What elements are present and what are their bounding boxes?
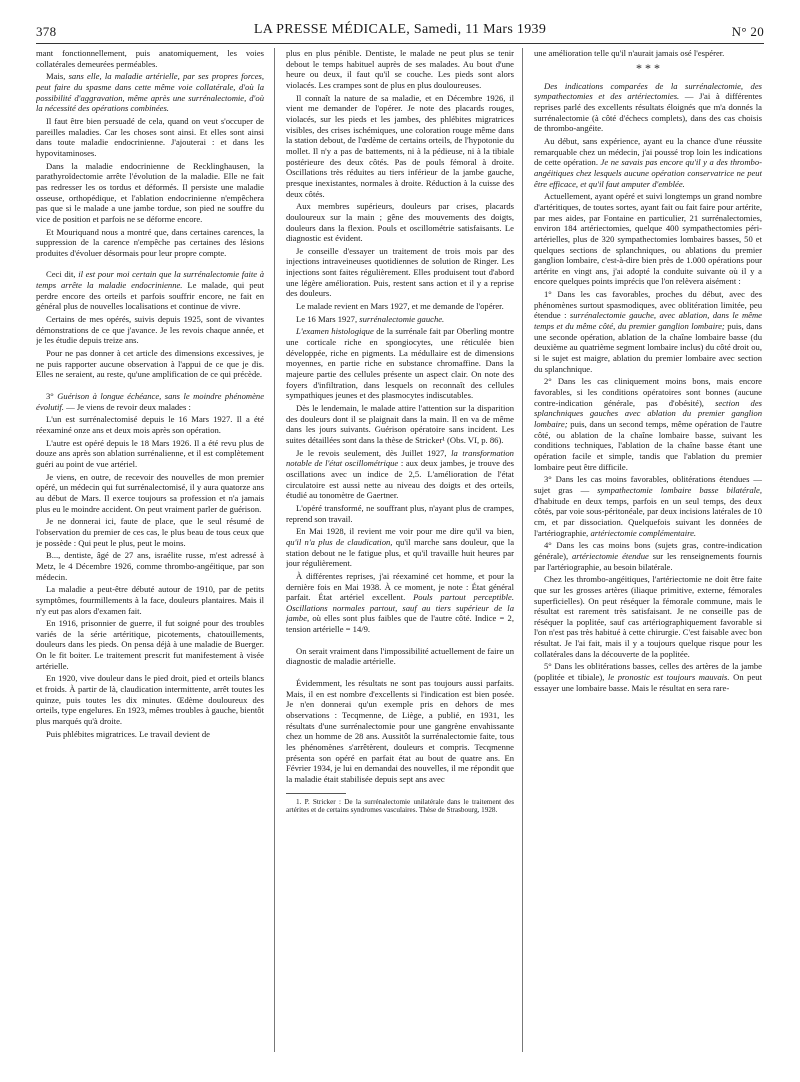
paragraph: Je conseille d'essayer un traitement de trois mois par des injections intraveineuses quotidiennes de solution de Ringer. Les injections sont faites régulièrement. Elles produisent tout d'abord une légère amélioration. Puis, restent sans action et il y a reprise des douleurs.: [286, 245, 514, 299]
column-divider-right: [522, 48, 523, 1052]
paragraph: En Mai 1928, il revient me voir pour me dire qu'il va bien, qu'il n'a plus de claudication, qu'il marche sans douleur, que la station debout ne le fatigue plus, et qu'il travaille huit heures par jour régulièrement.: [286, 526, 514, 569]
paragraph: 1° Dans les cas favorables, proches du début, avec des phénomènes surtout spasmodiques, avec oblitération limitée, peu étendue : surrénalectomie gauche, avec ablation, dans le même temps et du même côté, du premier ganglion lombaire; puis, dans une seconde opération, ablation de la chaîne lombaire basse (du deuxième au quatrième segment lombaire inclus) du côté droit ou, si le sujet est maigre, ablation du premier lombaire avec section du splanchnique.: [534, 289, 762, 374]
column-divider-left: [274, 48, 275, 1052]
paragraph: mant fonctionnellement, puis anatomiquement, les voies collatérales demeurées perméables.: [36, 48, 264, 69]
paragraph: La maladie a peut-être débuté autour de 1910, par de petits symptômes, fourmillements à la face, douleurs plantaires. Mais il n'y eut pas alors d'examen fait.: [36, 584, 264, 616]
paragraph: L'examen histologique de la surrénale fait par Oberling montre une corticale riche en spongiocytes, une réticulée bien développée, riche en pigments. La médullaire est de dimensions moyennes, en partie riche en substance chromaffine. Dans la majeure partie des cellules présente un aspect clair. On note des foyers d'infiltration, dans lesquels on reconnaît des cellules sympathiques jeunes et des plasmocytes indiscutables.: [286, 326, 514, 401]
paragraph: Mais, sans elle, la maladie artérielle, par ses propres forces, peut faire du spasme dans cette même voie collatérale, d'où la possibilité d'aggravation, même après une surrénalectomie, d'où la nécessité des opérations combinées.: [36, 71, 264, 114]
paragraph: Je viens, en outre, de recevoir des nouvelles de mon premier opéré, un médecin qui fut surrénalectomisé, il y aura quatorze ans au début de Mars. Il exerce toujours sa profession et n'a jamais plus eu le moindre accident. On peut vraiment parler de guérison.: [36, 471, 264, 514]
paragraph: Au début, sans expérience, ayant eu la chance d'une réussite remarquable chez un médecin, j'ai poussé trop loin les indications de cette opération. Je ne savais pas encore qu'il y a des thrombo-angéitiques chez lesquels aucune opération conservatrice ne peut être efficace, et qu'il faut amputer d'emblée.: [534, 135, 762, 189]
paragraph: Chez les thrombo-angéitiques, l'artériectomie ne doit être faite que sur les grosses artères (iliaque primitive, externe, fémorales superficielles). On peut réséquer la fémorale commune, mais le résultat est rarement très satisfaisant. Je ne conseille pas de réséquer la poplitée, sauf cas artériographiquement favorable si l'on n'est pas très habitué à cette chirurgie. C'est faisable avec bon résultat. Je l'ai fait, mais il y a toujours quelque risque pour les collatérales dans la découverte de la poplitée.: [534, 574, 762, 659]
column-middle: [286, 48, 514, 1068]
column-right: [534, 48, 762, 1068]
paragraph: 4° Dans les cas moins bons (sujets gras, contre-indication générale), artériectomie étendue sur les renseignements fournis par l'artériographie, au besoin bilatérale.: [534, 540, 762, 572]
paragraph: Pour ne pas donner à cet article des dimensions excessives, je ne puis rapporter aucune observation à l'appui de ce que je dis. Elles ne seraient, au reste, qu'une amplification de ce qui précède.: [36, 348, 264, 380]
paragraph: En 1920, vive douleur dans le pied droit, pied et orteils blancs et froids. À partir de là, claudication intermittente, arrêt toutes les quinze, puis toutes les dix minutes. Œdème douloureux des orteils, type engelures. En 1923, mêmes troubles à gauche, bientôt plus marqués qu'à droite.: [36, 673, 264, 727]
footnote-rule: [286, 793, 346, 794]
page-header: [36, 22, 764, 42]
paragraph: Certains de mes opérés, suivis depuis 1925, sont de vivantes démonstrations de ce que j'avance. Je les revois chaque année, et je les étudie depuis treize ans.: [36, 314, 264, 346]
paragraph: À différentes reprises, j'ai réexaminé cet homme, et pour la dernière fois en Mai 1938. À ce moment, je note : État général parfait. État artériel excellent. Pouls partout perceptible. Oscillations normales partout, sauf au tiers supérieur de la jambe, où elles sont plus faibles que de l'autre côté. Indice = 2, tension artérielle = 14/9.: [286, 570, 514, 635]
paragraph: Je ne donnerai ici, faute de place, que le seul résumé de l'observation du premier de ces cas, le plus beau de tous ceux que je possède : Qui peut le plus, peut le moins.: [36, 516, 264, 548]
section-heading: 3° Guérison à longue échéance, sans le moindre phénomène évolutif. — Je viens de revoir deux malades :: [36, 391, 264, 412]
paragraph: Il faut être bien persuadé de cela, quand on veut s'occuper de pareilles maladies. Car les choses sont ainsi. Et elles sont ainsi dans toute maladie endocrinienne. J'ajouterai : et dans les hypovitaminoses.: [36, 115, 264, 158]
column-left: [36, 48, 264, 1068]
paragraph: Il connaît la nature de sa maladie, et en Décembre 1926, il vient me demander de l'opérer. Je note des placards rouges, violacés, sur les pieds et les jambes, des phlébites migratrices visibles, des crises ischémiques, une coloration rouge même dans la station debout, de l'œdème de certains orteils, de l'hypotonie du mollet. Il n'y a pas de battements, ni à la pédieuse, ni à la tibiale postérieure des deux côtés. Pas de pouls fémoral à droite. Oscillations très réduites au tiers inférieur de la jambe gauche, presque inexistantes, normales à droite. Réduction à la cuisse des deux côtés.: [286, 92, 514, 199]
paragraph: Dès le lendemain, le malade attire l'attention sur la disparition des douleurs dont il se plaignait dans la main. Il en va de même dans les jours suivants. Guérison opératoire sans incident. Les suites détaillées sont dans la thèse de Stricker¹ (Obs. VI, p. 86).: [286, 403, 514, 445]
paragraph: L'opéré transformé, ne souffrant plus, n'ayant plus de crampes, reprend son travail.: [286, 502, 514, 524]
paragraph: Dans la maladie endocrinienne de Recklinghausen, la parathyroïdectomie arrête l'évolution de la maladie. Elle ne fait pas redresser les os tordus et déformés. Il persiste une maladie osseuse, orthopédique, et l'ablation endocrinienne n'empêchera pas que si le malade a une jambe tordue, son pied ne souffre du vice de position et parfois ne se déforme encore.: [36, 160, 264, 224]
section-heading: Des indications comparées de la surrénalectomie, des sympathectomies et des artériectomies. — J'ai à différentes reprises parlé des excellents résultats éloignés que m'a donnés la surrénalectomie (à côté d'échecs complets), dans des cas choisis de thrombo-angéite.: [534, 80, 762, 134]
paragraph: Actuellement, ayant opéré et suivi longtemps un grand nombre d'artéritiques, de toutes sortes, ayant fait ou fait faire pour artérite, par mes aides, par Fontaine en particulier, 21 surrénalectomies, environ 184 artériectomies, quelque 400 sympathectomies péri-artérielles, plus de 320 sympathectomies lombaires basses, 50 et quelques sections de splanchniques, ou ablations du premier ganglion lombaire, c'est-à-dire bien près de 1.000 opérations pour artérite en vingt ans, j'ai adopté la conduite suivante où il y a encore quelques points imprécis que l'on relèvera aisément :: [534, 191, 762, 287]
paragraph: L'autre est opéré depuis le 18 Mars 1926. Il a été revu plus de douze ans après son ablation surrénalienne, et il est complètement guéri au point de vue artériel.: [36, 437, 264, 469]
paragraph: Le malade revient en Mars 1927, et me demande de l'opérer.: [296, 301, 504, 312]
paragraph: une amélioration telle qu'il n'aurait jamais osé l'espérer.: [534, 48, 725, 58]
paragraph: B..., dentiste, âgé de 27 ans, israélite russe, m'est adressé à Metz, le 4 Décembre 1926, comme thrombo-angéitique, par son médecin.: [36, 550, 264, 582]
paragraph: plus en plus pénible. Dentiste, le malade ne peut plus se tenir debout le temps habituel auprès de ses malades. Au bout d'une heure ou deux, il faut qu'il se couche. Les pieds sont alors violacés. Les crampes sont de plus en plus douloureuses.: [286, 48, 514, 90]
paragraph: 5° Dans les oblitérations basses, celles des artères de la jambe (poplitée et tibiale), le pronostic est toujours mauvais. On peut essayer une lombaire basse. Mais le résultat en sera rare-: [534, 661, 762, 693]
paragraph: On serait vraiment dans l'impossibilité actuellement de faire un diagnostic de maladie artérielle.: [286, 645, 514, 667]
paragraph: Évidemment, les résultats ne sont pas toujours aussi parfaits. Mais, il en est nombre d'excellents si l'indication est bien posée. Je n'en donnerai qu'un exemple pris en dehors de mes observations : Tecqmenne, de Liège, a publié, en 1931, les résultats d'une surrénalectomie pour une gangrène envahissante chez un homme de 28 ans. Aussitôt la surrénalectomie faite, tous les phénomènes s'arrêtèrent, douleurs et compris. Tecqmenne présenta son opéré en parfait état au bout de quatre ans. En Février 1934, je lui en demandai des nouvelles, il me répondit que la maladie était stabilisée depuis sept ans avec: [286, 678, 514, 784]
paragraph: Ceci dit, il est pour moi certain que la surrénalectomie faite à temps arrête la maladie endocrinienne. Le malade, qui peut perdre encore des orteils et parfois souffrir encore, ne fait en général plus de nouvelles localisations et continue de vivre.: [36, 269, 264, 312]
journal-title: LA PRESSE MÉDICALE, Samedi, 11 Mars 1939: [253, 22, 547, 37]
asterism: * * *: [636, 60, 660, 75]
paragraph: Je le revois seulement, dès Juillet 1927, la transformation notable de l'état oscillométrique : aux deux jambes, je trouve des oscillations avec un indice de 2,5. L'amélioration de l'état circulatoire est aussi nette au niveau des doigts et des orteils, étudié au tonomètre de Gaertner.: [286, 447, 514, 501]
header-rule: [36, 43, 764, 44]
paragraph: Puis phlébites migratrices. Le travail devient de: [46, 728, 210, 739]
paragraph: L'un est surrénalectomisé depuis le 16 Mars 1927. Il a été réexaminé onze ans et deux mois après son opération.: [36, 414, 264, 435]
paragraph: 2° Dans les cas cliniquement moins bons, mais encore favorables, si les conditions opératoires sont bonnes (aucune contre-indication générale, pas d'obésité), section des splanchniques gauches avec ablation du premier ganglion lombaire; puis, dans un second temps, même opération de l'autre côté, ou ablation de la chaîne lombaire basse, suivant les conditions techniques, l'ablation de la chaîne basse étant une opération facile et simple, tandis que l'ablation du premier lombaire peut être difficile.: [534, 376, 762, 472]
paragraph: En 1916, prisonnier de guerre, il fut soigné pour des troubles variés de la série artéritique, picotements, chatouillements, douleurs dans les pieds. On pensa déjà à une maladie de Buerger. On le fit boiter. Le traitement prescrit fut manifestement à visée artérielle.: [36, 618, 264, 671]
paragraph: Aux membres supérieurs, douleurs par crises, placards douloureux sur la main ; gêne des mouvements des doigts, douleurs dans la flexion. Pouls et oscillométrie satisfaisants. Le diagnostic est évident.: [286, 201, 514, 244]
page-number: 378: [36, 24, 57, 39]
paragraph: Le 16 Mars 1927, surrénalectomie gauche.: [296, 313, 445, 324]
paragraph: Et Mouriquand nous a montré que, dans certaines carences, la suppression de la carence n'empêche pas certaines des lésions produites d'évoluer désormais pour leur propre compte.: [36, 226, 264, 258]
paragraph: 3° Dans les cas moins favorables, oblitérations étendues — sujet gras — sympathectomie lombaire basse bilatérale, d'habitude en deux temps, parfois en un seul temps, des deux côtés, par voie sous-péritonéale, par deux incisions latérales de 10 cm, et par dissociation. Quelquefois suivant les données de l'artériographie, artériectomie complémentaire.: [534, 474, 762, 538]
issue-number: N° 20: [731, 24, 764, 39]
footnote: 1. P. Stricker : De la surrénalectomie unilatérale dans le traitement des artérites et de certains syndromes vasculaires. Thèse de Strasbourg, 1928.: [286, 797, 514, 815]
